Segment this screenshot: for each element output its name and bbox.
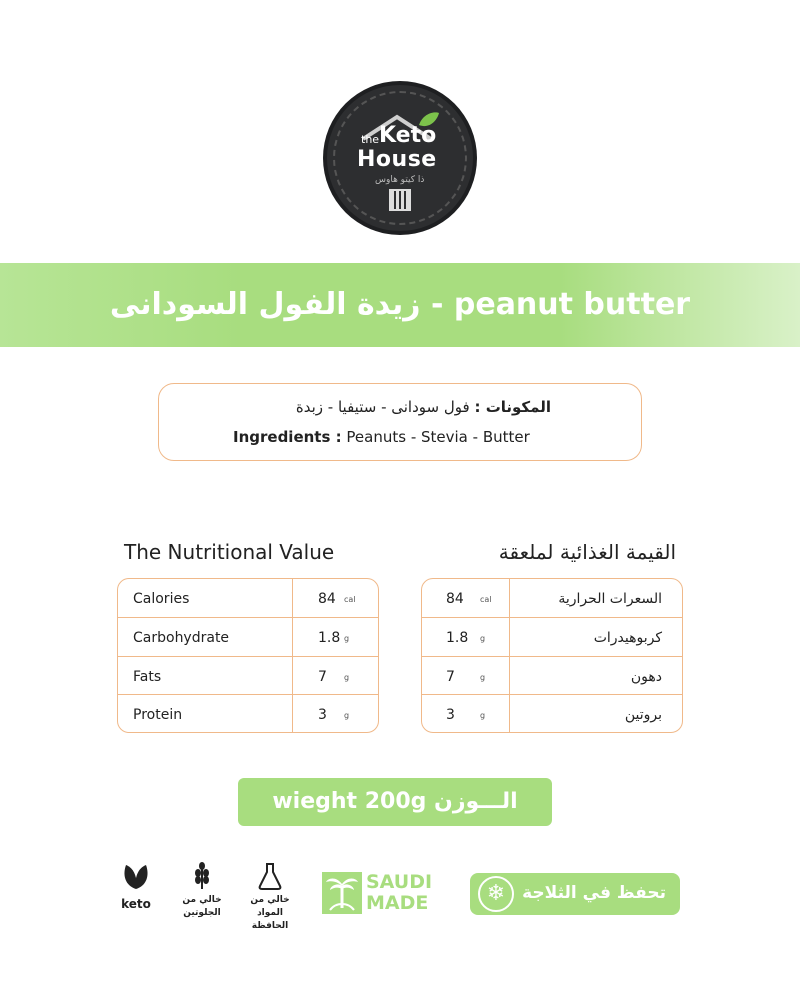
gluten-free-label: خالي من الجلوتين (182, 895, 222, 918)
row-value: 3 (446, 707, 455, 724)
logo-the: the (361, 133, 380, 146)
row-unit: g (344, 711, 350, 721)
palm-icon (322, 872, 362, 914)
flask-icon (258, 862, 282, 890)
saudi-made-badge (322, 872, 444, 914)
brand-logo (327, 85, 473, 231)
row-label: السعرات الحرارية (558, 591, 662, 607)
logo-arabic: ذا كيتو هاوس (375, 175, 425, 185)
logo-house: House (357, 147, 437, 172)
row-label: Protein (133, 707, 183, 724)
table-row (118, 579, 378, 618)
row-value: 3 (318, 707, 327, 724)
ingredients-english (233, 428, 530, 446)
saudi-made-text (366, 872, 432, 914)
ingredients-ar-label: المكونات : (474, 398, 551, 416)
wheat-icon (193, 862, 211, 890)
row-unit: cal (480, 595, 492, 604)
row-value: 1.8 (318, 629, 341, 646)
row-unit: g (480, 711, 486, 721)
nutrition-title-ar: القيمة الغذائية لملعقة (498, 540, 676, 564)
row-label: Calories (133, 591, 190, 607)
row-value: 7 (318, 668, 327, 685)
saudi-line1: SAUDI (366, 871, 433, 893)
row-unit: cal (344, 595, 356, 604)
ingredients-en-value: Peanuts - Stevia - Butter (346, 428, 530, 446)
table-row (422, 618, 682, 657)
row-unit: g (344, 672, 350, 682)
row-label: بروتين (624, 707, 662, 724)
ingredients-en-label: Ingredients : (233, 428, 342, 446)
gluten-free-badge (178, 862, 226, 920)
logo-keto: Keto (379, 123, 437, 148)
title-banner (0, 263, 800, 347)
row-value: 84 (318, 591, 336, 607)
preservative-free-badge (238, 862, 302, 933)
leaf-icon (120, 862, 152, 890)
refrigerate-label: تحفظ في الثلاجة (522, 883, 666, 903)
row-unit: g (344, 633, 350, 643)
table-row (118, 618, 378, 657)
table-row (118, 657, 378, 696)
preservative-free-label: خالي من المواد الحافظة (250, 895, 290, 931)
table-row (422, 657, 682, 696)
row-label: دهون (630, 668, 662, 685)
product-title: زيدة الفول السودانى - peanut butter (109, 287, 691, 322)
row-value: 84 (446, 591, 464, 607)
qr-code-icon (389, 189, 411, 211)
keto-badge (112, 862, 160, 911)
row-label: Fats (133, 668, 162, 685)
nutrition-table-ar (421, 578, 683, 733)
weight-badge: wieght 200g الـــوزن (238, 778, 552, 826)
row-unit: g (480, 633, 486, 643)
keto-label: keto (121, 897, 151, 911)
saudi-line2: MADE (366, 892, 429, 914)
row-value: 1.8 (446, 629, 469, 646)
table-row (422, 695, 682, 733)
ingredients-arabic (296, 398, 551, 416)
ingredients-ar-value: فول سودانى - ستيفيا - زبدة (295, 398, 470, 416)
snowflake-icon: ❄ (478, 876, 514, 912)
row-value: 7 (446, 668, 455, 685)
nutrition-table-en (117, 578, 379, 733)
row-label: Carbohydrate (133, 629, 230, 646)
nutrition-title-en: The Nutritional Value (124, 540, 335, 564)
refrigerate-badge (470, 873, 680, 915)
row-unit: g (480, 672, 486, 682)
table-row (118, 695, 378, 733)
row-label: كربوهيدرات (593, 629, 662, 646)
table-row (422, 579, 682, 618)
ingredients-box (158, 383, 642, 461)
